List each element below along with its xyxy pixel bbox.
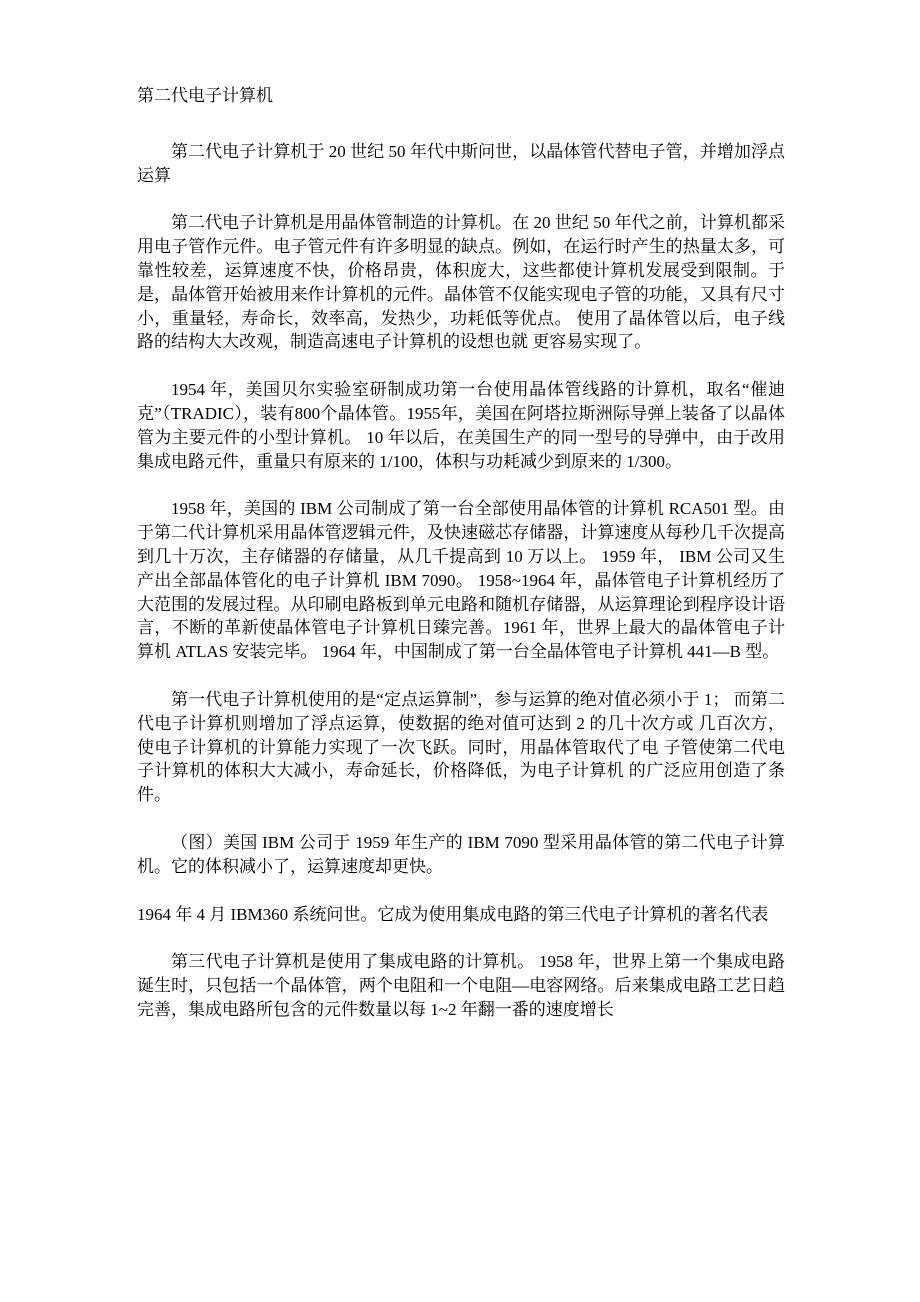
document-title: 第二代电子计算机 (137, 86, 273, 105)
paragraph-1958-ibm: 1958 年，美国的 IBM 公司制成了第一台全部使用晶体管的计算机 RCA501 型。由于第二代计算机采用晶体管逻辑元件，及快速磁芯存储器，计算速度从每秒几千次提高到几十万次，主存储器的存储量，从几千提高到 10 万以上。 1959 年， IBM 公司又生产出全部晶体管化的电子计算机 IBM 7090。 1958~1964 年，晶体管电子计算机经历了大范围的发展过程。从印刷电路板到单元电路和随机存储器，从运算理论到程序设计语言，不断的革新使晶体管电子计算机日臻完善。1961 年，世界上最大的晶体管电子计算机 ATLAS 安装完毕。 1964 年，中国制成了第一台全晶体管电子计算机 441—B 型。 (137, 499, 785, 662)
paragraph-ibm360: 1964 年 4 月 IBM360 系统问世。它成为使用集成电路的第三代电子计算机的著名代表 (137, 904, 769, 924)
paragraph-third-generation: 第三代电子计算机是使用了集成电路的计算机。 1958 年，世界上第一个集成电路诞生时，只包括一个晶体管，两个电阻和一个电阻—电容网络。后来集成电路工艺日趋完善，集成电路所包含的元件数量以每 1~2 年翻一番的速度增长 (137, 952, 785, 1019)
paragraph-intro: 第二代电子计算机于 20 世纪 50 年代中斯问世，以晶体管代替电子管，并增加浮点运算 (137, 141, 785, 185)
paragraph-floating-point: 第一代电子计算机使用的是“定点运算制”，参与运算的绝对值必须小于 1； 而第二代电子计算机则增加了浮点运算，使数据的绝对值可达到 2 的几十次方或 几百次方，使电子计算机的计算能力实现了一次飞跃。同时，用晶体管取代了电 子管使第二代电子计算机的体积大大减小，寿命延长，价格降低，为电子计算机 的广泛应用创造了条件。 (137, 689, 785, 805)
paragraph-transistor-overview: 第二代电子计算机是用晶体管制造的计算机。在 20 世纪 50 年代之前，计算机都采用电子管作元件。电子管元件有许多明显的缺点。例如，在运行时产生的热量太多，可靠性较差，运算速度不快，价格昂贵，体积庞大，这些都使计算机发展受到限制。于是，晶体管开始被用来作计算机的元件。晶体管不仅能实现电子管的功能，又具有尺寸小，重量轻，寿命长，效率高，发热少，功耗低等优点。 使用了晶体管以后，电子线路的结构大大改观，制造高速电子计算机的设想也就 更容易实现了。 (137, 213, 785, 352)
paragraph-figure-caption: （图）美国 IBM 公司于 1959 年生产的 IBM 7090 型采用晶体管的第二代电子计算机。它的体积减小了，运算速度却更快。 (137, 832, 785, 876)
paragraph-1954-tradic: 1954 年，美国贝尔实验室研制成功第一台使用晶体管线路的计算机，取名“催迪克”（TRADIC），装有800个晶体管。1955年，美国在阿塔拉斯洲际导弹上装备了以晶体管为主要元件的小型计算机。 10 年以后，在美国生产的同一型号的导弹中，由于改用集成电路元件，重量只有原来的 1/100，体积与功耗减少到原来的 1/300。 (137, 380, 785, 471)
